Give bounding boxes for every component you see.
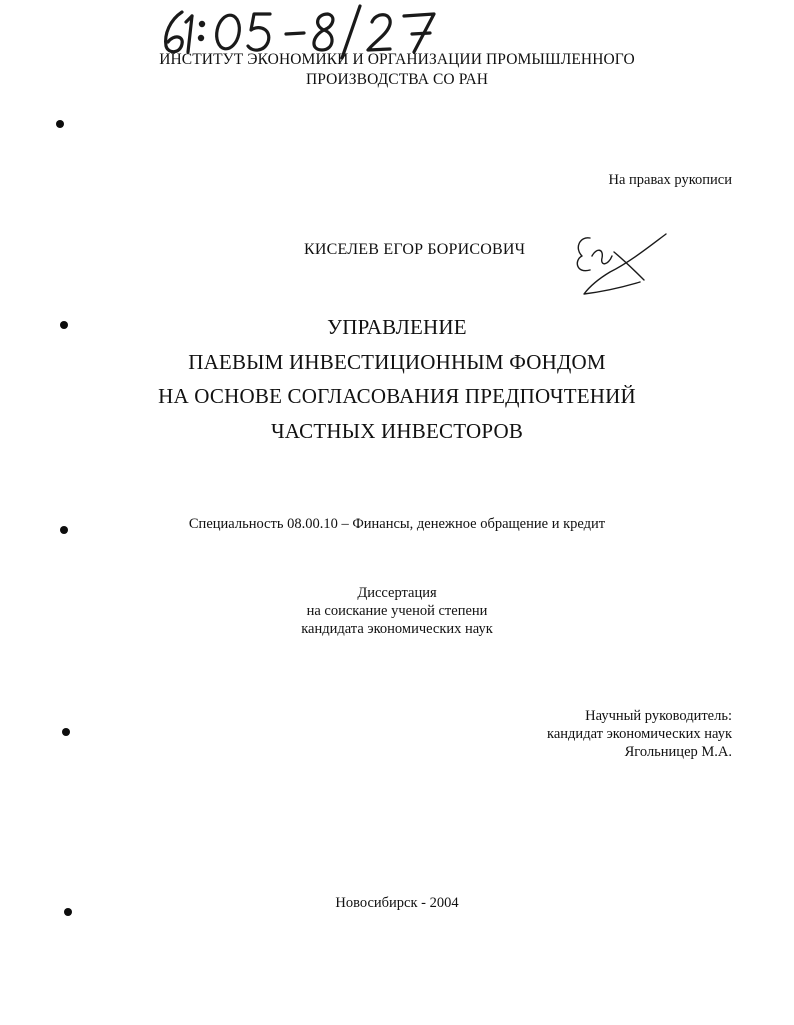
title-line: ПАЕВЫМ ИНВЕСТИЦИОННЫМ ФОНДОМ	[188, 349, 606, 374]
specialty: Специальность 08.00.10 – Финансы, денежное обращение и кредит	[188, 516, 606, 532]
signature-icon	[570, 222, 670, 300]
institute-line-2: ПРОИЗВОДСТВА СО РАН	[305, 71, 489, 88]
punch-hole-mark	[62, 728, 70, 736]
institute-header	[0, 50, 794, 90]
supervisor-block	[547, 707, 732, 761]
dissertation-label: Диссертация	[357, 585, 437, 601]
degree-field: кандидата экономических наук	[301, 621, 493, 637]
title-line: УПРАВЛЕНИЕ	[327, 315, 467, 339]
punch-hole-mark	[64, 908, 72, 916]
degree-line: на соискание ученой степени	[306, 603, 488, 619]
author-name: КИСЕЛЕВ ЕГОР БОРИСОВИЧ	[304, 241, 526, 258]
punch-hole-mark	[60, 321, 68, 329]
title-line: НА ОСНОВЕ СОГЛАСОВАНИЯ ПРЕДПОЧТЕНИЙ	[158, 384, 636, 408]
supervisor-label: Научный руководитель:	[585, 708, 732, 724]
city-year: Новосибирск - 2004	[335, 895, 459, 911]
institute-line-1: ИНСТИТУТ ЭКОНОМИКИ И ОРГАНИЗАЦИИ ПРОМЫШЛЕННОГО	[159, 51, 635, 68]
dissertation-title	[0, 310, 794, 448]
title-line: ЧАСТНЫХ ИНВЕСТОРОВ	[270, 418, 524, 443]
punch-hole-mark	[56, 120, 64, 128]
punch-hole-mark	[60, 526, 68, 534]
supervisor-degree: кандидат экономических наук	[547, 726, 732, 742]
dissertation-degree-block	[0, 584, 794, 638]
rights-note: На правах рукописи	[608, 172, 732, 188]
supervisor-name: Ягольницер М.А.	[624, 744, 732, 760]
